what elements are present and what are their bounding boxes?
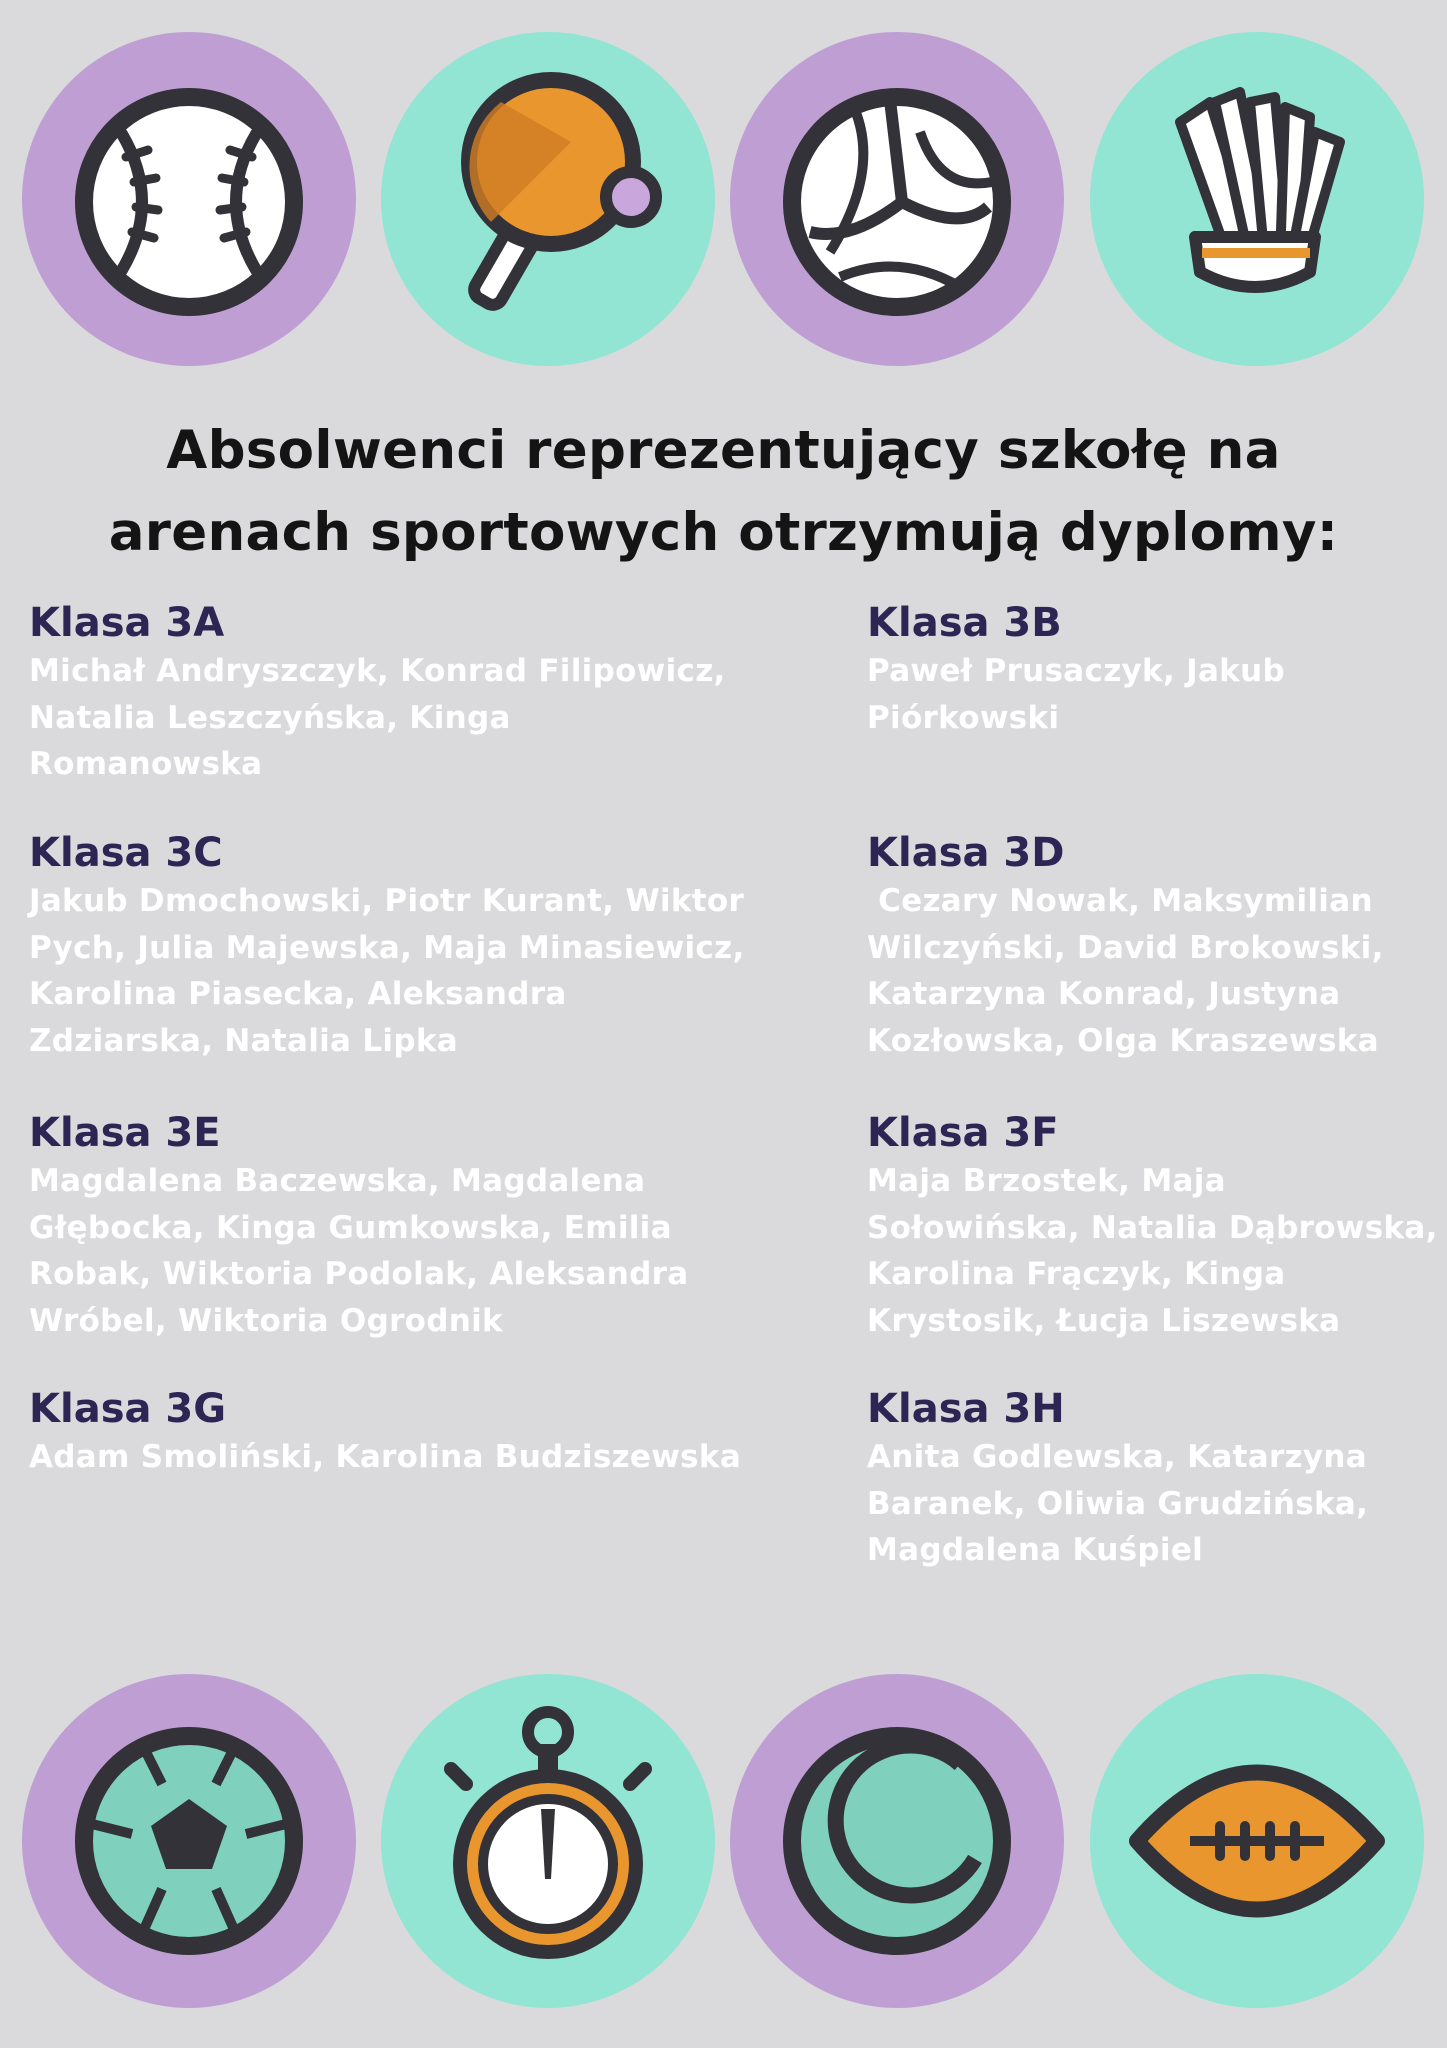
class-block-3d bbox=[867, 828, 1447, 1064]
top-icon-row bbox=[0, 32, 1447, 372]
class-block-3a bbox=[29, 598, 749, 788]
volleyball-icon bbox=[730, 32, 1064, 366]
class-title: Klasa 3B bbox=[867, 600, 1062, 646]
class-block-3h bbox=[867, 1384, 1447, 1574]
football-icon bbox=[1090, 1674, 1424, 2008]
tennis-ball-icon bbox=[730, 1674, 1064, 2008]
class-students: Maja Brzostek, Maja Sołowińska, Natalia Dąbrowska, Karolina Frączyk, Kinga Krystosik, Łucja Liszewska bbox=[867, 1163, 1438, 1339]
class-students: Adam Smoliński, Karolina Budziszewska bbox=[29, 1439, 742, 1475]
class-title: Klasa 3D bbox=[867, 830, 1065, 876]
football-badge bbox=[1090, 1674, 1424, 2008]
volleyball-badge bbox=[730, 32, 1064, 366]
class-students: Paweł Prusaczyk, Jakub Piórkowski bbox=[867, 653, 1285, 736]
shuttlecock-badge bbox=[1090, 32, 1424, 366]
soccer-ball-icon bbox=[22, 1674, 356, 2008]
class-students: Cezary Nowak, Maksymilian Wilczyński, David Brokowski, Katarzyna Konrad, Justyna Kozłowska, Olga Kraszewska bbox=[867, 883, 1395, 1059]
soccer-badge bbox=[22, 1674, 356, 2008]
class-block-3e bbox=[29, 1108, 749, 1344]
class-title: Klasa 3E bbox=[29, 1110, 221, 1156]
class-block-3g bbox=[29, 1384, 749, 1481]
class-title: Klasa 3C bbox=[29, 830, 223, 876]
tennis-badge bbox=[730, 1674, 1064, 2008]
stopwatch-badge bbox=[381, 1674, 715, 2008]
baseball-icon bbox=[22, 32, 356, 366]
page-title: Absolwenci reprezentujący szkołę na arenach sportowych otrzymują dyplomy: bbox=[108, 420, 1339, 563]
class-students: Jakub Dmochowski, Piotr Kurant, Wiktor Pych, Julia Majewska, Maja Minasiewicz, Karolina Piasecka, Aleksandra Zdziarska, Natalia Lipka bbox=[29, 883, 745, 1059]
ping-pong-paddle-icon bbox=[381, 32, 715, 366]
baseball-badge bbox=[22, 32, 356, 366]
class-students: Michał Andryszczyk, Konrad Filipowicz, Natalia Leszczyńska, Kinga Romanowska bbox=[29, 653, 726, 782]
class-title: Klasa 3G bbox=[29, 1386, 227, 1432]
bottom-icon-row bbox=[0, 1674, 1447, 2014]
class-block-3f bbox=[867, 1108, 1447, 1344]
class-students: Magdalena Baczewska, Magdalena Głębocka, Kinga Gumkowska, Emilia Robak, Wiktoria Podolak, Aleksandra Wróbel, Wiktoria Ogrodnik bbox=[29, 1163, 689, 1339]
class-title: Klasa 3A bbox=[29, 600, 225, 646]
class-title: Klasa 3H bbox=[867, 1386, 1065, 1432]
class-title: Klasa 3F bbox=[867, 1110, 1059, 1156]
class-block-3b bbox=[867, 598, 1447, 741]
class-students: Anita Godlewska, Katarzyna Baranek, Oliwia Grudzińska, Magdalena Kuśpiel bbox=[867, 1439, 1369, 1568]
stopwatch-icon bbox=[381, 1674, 715, 2008]
ping-pong-badge bbox=[381, 32, 715, 366]
class-block-3c bbox=[29, 828, 749, 1064]
shuttlecock-icon bbox=[1090, 32, 1424, 366]
